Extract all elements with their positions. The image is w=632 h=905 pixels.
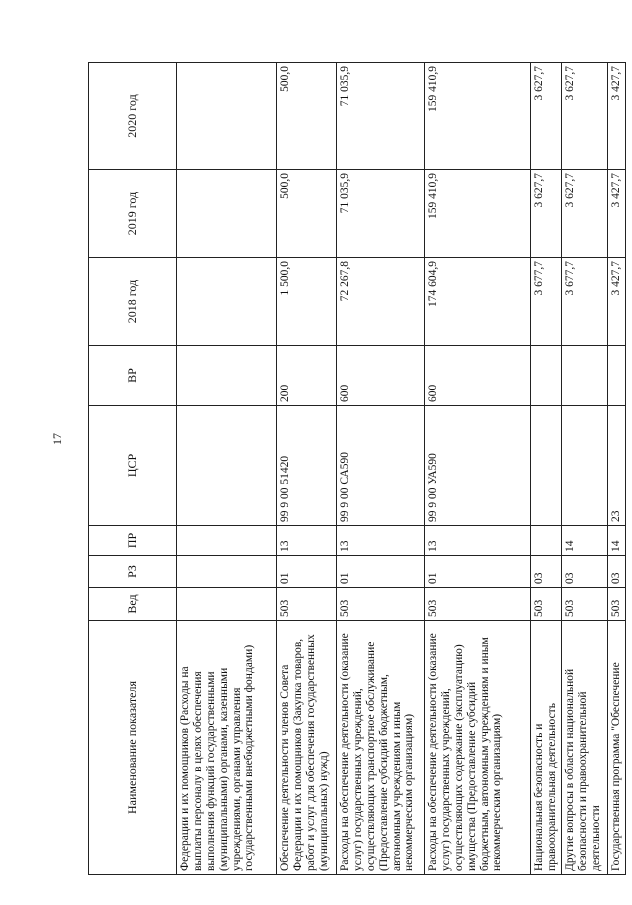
table-row [561,63,607,875]
cell-2019: 159 410,9 [425,170,531,258]
cell-2018: 3 677,7 [561,258,607,346]
cell-2019: 500,0 [277,170,337,258]
cell-2018: 1 500,0 [277,258,337,346]
cell-2019: 3 627,7 [561,170,607,258]
cell-vr [177,346,277,406]
cell-pr [531,526,562,556]
cell-2018: 3 677,7 [531,258,562,346]
header-vr: ВР [89,346,177,406]
cell-ved [177,588,277,621]
cell-name: Обеспечение деятельности членов Совета Федерации и их помощников (Закупка товаров, работ и услуг для обеспечения государственных (муниципальных) нужд) [277,621,337,875]
cell-vr: 200 [277,346,337,406]
header-pr: ПР [89,526,177,556]
cell-rz [177,556,277,588]
cell-pr: 13 [277,526,337,556]
cell-pr: 14 [607,526,625,556]
cell-ved: 503 [607,588,625,621]
cell-ved: 503 [337,588,425,621]
cell-2019: 71 035,9 [337,170,425,258]
cell-name: Расходы на обеспечение деятельности (оказание услуг) государственных учреждений, осуществляющих содержание (эксплуатацию) имущества (Предоставление субсидий бюджетным, автономным учреждениям и иным некоммерческим организациям) [425,621,531,875]
cell-2018: 3 427,7 [607,258,625,346]
cell-csr [561,406,607,526]
cell-rz: 01 [277,556,337,588]
cell-vr: 600 [425,346,531,406]
cell-vr: 600 [337,346,425,406]
table-row [531,63,562,875]
cell-2020 [177,63,277,170]
cell-2019 [177,170,277,258]
cell-2018: 174 604,9 [425,258,531,346]
cell-2020: 500,0 [277,63,337,170]
cell-pr [177,526,277,556]
cell-vr [531,346,562,406]
cell-name: Федерации и их помощников (Расходы на выплаты персоналу в целях обеспечения выполнения функций государственными (муниципальными) органами, казенными учреждениями, органами управления государственными внебюджетными фондами) [177,621,277,875]
cell-2020: 3 427,7 [607,63,625,170]
cell-ved: 503 [531,588,562,621]
cell-rz: 03 [531,556,562,588]
table-row [337,63,425,875]
header-rz: РЗ [89,556,177,588]
cell-name: Государственная программа "Обеспечение [607,621,625,875]
header-2019: 2019 год [89,170,177,258]
header-name: Наименование показателя [89,621,177,875]
cell-vr [607,346,625,406]
cell-2018 [177,258,277,346]
cell-name: Расходы на обеспечение деятельности (оказание услуг) государственных учреждений, осуществляющих транспортное обслуживание (Предоставление субсидий бюджетным, автономным учреждениям и иным некоммерческим организациям) [337,621,425,875]
cell-pr: 14 [561,526,607,556]
cell-csr: 99 9 00 СА590 [337,406,425,526]
cell-ved: 503 [561,588,607,621]
header-csr: ЦСР [89,406,177,526]
cell-2020: 3 627,7 [531,63,562,170]
header-2018: 2018 год [89,258,177,346]
cell-2020: 71 035,9 [337,63,425,170]
header-2020: 2020 год [89,63,177,170]
header-ved: Вед [89,588,177,621]
cell-rz: 03 [607,556,625,588]
cell-2019: 3 427,7 [607,170,625,258]
cell-pr: 13 [337,526,425,556]
table-row [607,63,625,875]
cell-csr: 99 9 00 51420 [277,406,337,526]
cell-rz: 01 [425,556,531,588]
cell-vr [561,346,607,406]
header-row [89,63,177,875]
cell-2018: 72 267,8 [337,258,425,346]
table-row [177,63,277,875]
page-number: 17 [50,433,64,445]
cell-csr [177,406,277,526]
cell-ved: 503 [277,588,337,621]
cell-2020: 3 627,7 [561,63,607,170]
budget-table [88,62,626,875]
cell-2020: 159 410,9 [425,63,531,170]
cell-csr: 23 [607,406,625,526]
table-row [425,63,531,875]
table-row [277,63,337,875]
cell-pr: 13 [425,526,531,556]
cell-rz: 03 [561,556,607,588]
cell-csr [531,406,562,526]
cell-csr: 99 9 00 УА590 [425,406,531,526]
cell-ved: 503 [425,588,531,621]
budget-table-wrapper [88,63,622,875]
cell-name: Другие вопросы в области национальной безопасности и правоохранительной деятельности [561,621,607,875]
cell-name: Национальная безопасность и правоохранительная деятельность [531,621,562,875]
cell-rz: 01 [337,556,425,588]
cell-2019: 3 627,7 [531,170,562,258]
